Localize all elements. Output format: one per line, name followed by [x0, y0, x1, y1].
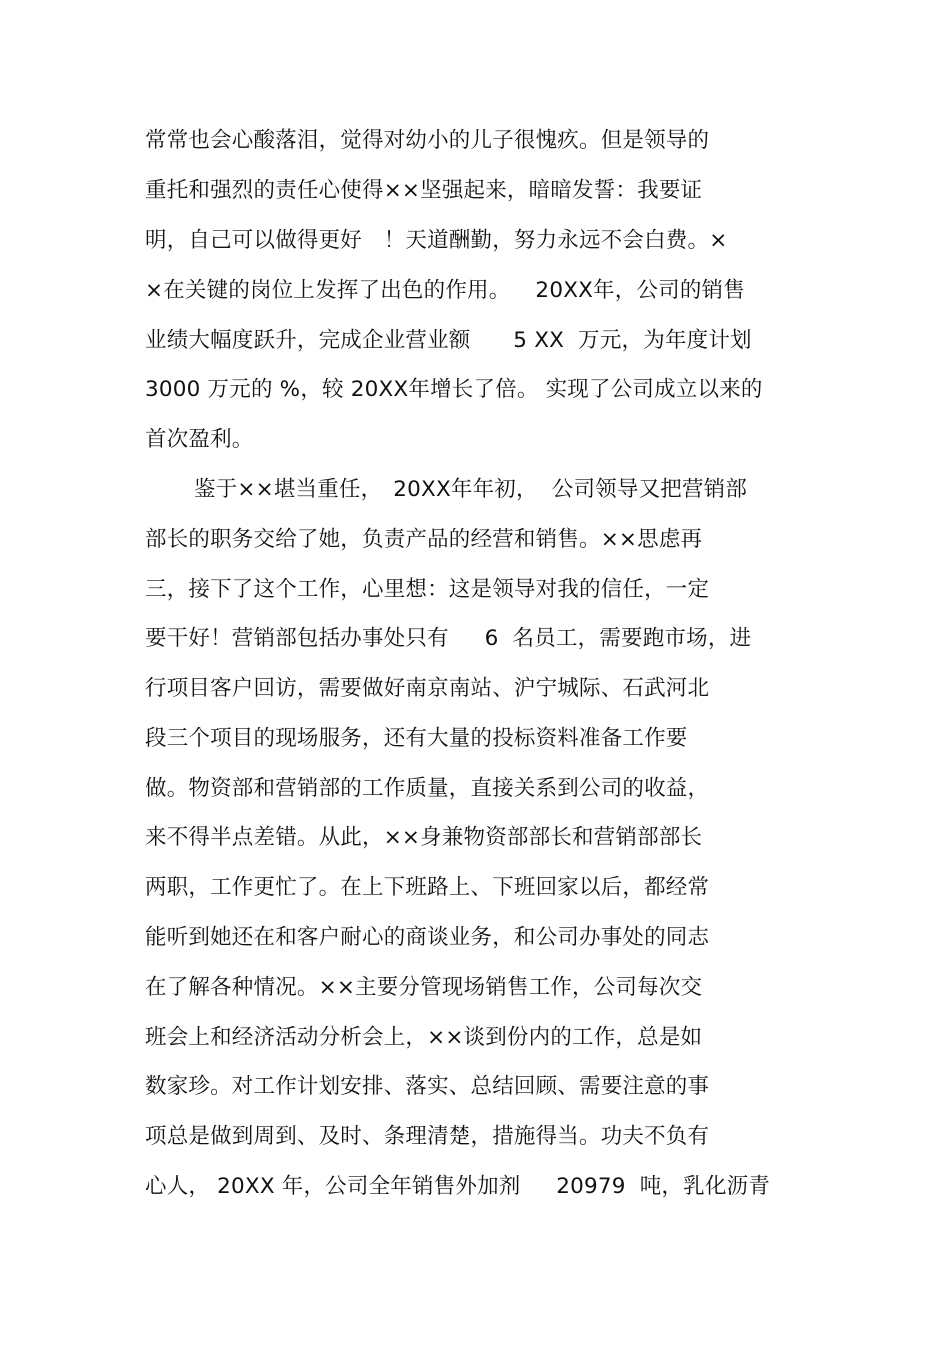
text-line: 数家珍。对工作计划安排、落实、总结回顾、需要注意的事 — [145, 1074, 710, 1099]
text-line: 部长的职务交给了她，负责产品的经营和销售。××思虑再 — [145, 527, 703, 552]
text-line: 段三个项目的现场服务，还有大量的投标资料准备工作要 — [145, 726, 688, 751]
text-line: 首次盈利。 — [145, 427, 254, 452]
paragraph-first-line: 鉴于××堪当重任， 20XX年年初， 公司领导又把营销部 — [194, 477, 748, 502]
text-line: 能听到她还在和客户耐心的商谈业务，和公司办事处的同志 — [145, 925, 710, 950]
text-line: 来不得半点差错。从此，××身兼物资部部长和营销部部长 — [145, 825, 703, 850]
text-line: 三，接下了这个工作，心里想：这是领导对我的信任，一定 — [145, 577, 710, 602]
text-line: 明，自己可以做得更好 ！天道酬勤，努力永远不会白费。× — [145, 228, 728, 253]
text-line: 3000 万元的 %，较 20XX年增长了倍。 实现了公司成立以来的 — [145, 377, 763, 402]
text-line: 重托和强烈的责任心使得××坚强起来，暗暗发誓：我要证 — [145, 178, 703, 203]
text-line: 做。物资部和营销部的工作质量，直接关系到公司的收益， — [145, 776, 710, 801]
text-line: 行项目客户回访，需要做好南京南站、沪宁城际、石武河北 — [145, 676, 710, 701]
text-line: 业绩大幅度跃升，完成企业营业额 5 XX 万元，为年度计划 — [145, 328, 752, 353]
text-line: 两职，工作更忙了。在上下班路上、下班回家以后，都经常 — [145, 875, 710, 900]
text-line: 项总是做到周到、及时、条理清楚，措施得当。功夫不负有 — [145, 1124, 710, 1149]
text-line: 常常也会心酸落泪，觉得对幼小的儿子很愧疚。但是领导的 — [145, 128, 710, 153]
text-line: 要干好！营销部包括办事处只有 6 名员工，需要跑市场，进 — [145, 626, 752, 651]
text-line: 心人， 20XX 年，公司全年销售外加剂 20979 吨，乳化沥青 — [145, 1174, 770, 1199]
text-line: 在了解各种情况。××主要分管现场销售工作，公司每次交 — [145, 975, 703, 1000]
text-line: 班会上和经济活动分析会上，××谈到份内的工作，总是如 — [145, 1025, 703, 1050]
text-line: ×在关键的岗位上发挥了出色的作用。 20XX年，公司的销售 — [145, 278, 745, 303]
